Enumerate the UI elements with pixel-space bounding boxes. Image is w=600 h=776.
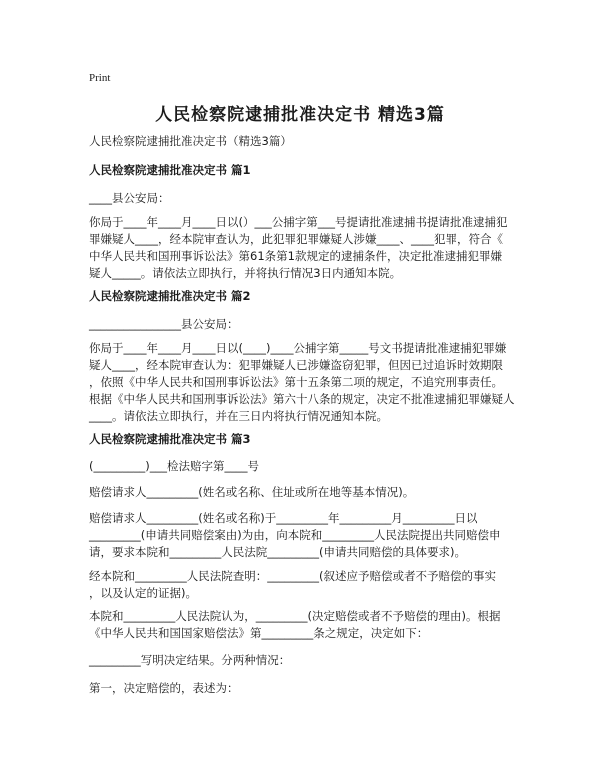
section-1-body-line: 罪嫌疑人____，经本院审查认为，此犯罪犯罪嫌疑人涉嫌____、____犯罪，符合《 <box>89 232 503 246</box>
section-1-body-line: 疑人_____。请依法立即执行，并将执行情况3日内通知本院。 <box>89 266 402 280</box>
section-2-body-line: ____。请依法立即执行，并在三日内将执行情况通知本院。 <box>89 409 388 423</box>
section-2-body-line: ，依照《中华人民共和国刑事诉讼法》第十五条第二项的规定，不追究刑事责任。 <box>89 375 503 389</box>
print-label[interactable]: Print <box>89 72 111 84</box>
section-1-body-line: 中华人民共和国刑事诉讼法》第61条第1款规定的逮捕条件，决定批准逮捕犯罪嫌 <box>89 249 502 263</box>
section-3-line: _________写明决定结果。分两种情况： <box>89 653 291 667</box>
section-3-line: ，以及认定的证据)。 <box>89 586 197 600</box>
section-1-addressee: ____县公安局： <box>89 191 170 205</box>
section-2-heading: 人民检察院逮捕批准决定书 篇2 <box>89 289 251 303</box>
section-2-body-line: 根据《中华人民共和国刑事诉讼法》第六十八条的规定，决定不批准逮捕犯罪嫌疑人 <box>89 392 515 406</box>
section-2-body-line: 你局于____年____月____日以(____)____公捕字第_____号文书提请批准逮捕犯罪嫌 <box>89 341 507 355</box>
section-2-body <box>89 340 529 425</box>
section-3-line: 经本院和_________人民法院查明：_________(叙述应予赔偿或者不予赔偿的事实 <box>89 569 496 583</box>
section-3-paragraph <box>89 510 529 561</box>
section-3-line: 本院和_________人民法院认为，_________(决定赔偿或者不予赔偿的理由)。根据 <box>89 609 501 623</box>
section-2-addressee: ________________县公安局： <box>89 317 239 331</box>
section-2-body-line: 疑人____，经本院审查认为：犯罪嫌疑人已涉嫌盗窃犯罪，但因已过追诉时效期限 <box>89 358 503 372</box>
section-1-body <box>89 214 529 282</box>
section-3-line: 第一，决定赔偿的，表述为： <box>89 681 239 695</box>
section-3-line: _________(申请共同赔偿案由)为由，向本院和_________人民法院提出共同赔偿申 <box>89 528 501 542</box>
section-3-paragraph <box>89 608 529 642</box>
document-subtitle: 人民检察院逮捕批准决定书（精选3篇） <box>89 134 292 148</box>
section-3-line: 请，要求本院和_________人民法院_________(申请共同赔偿的具体要求)。 <box>89 545 466 559</box>
section-3-line: 《中华人民共和国国家赔偿法》第_________条之规定，决定如下： <box>89 626 429 640</box>
section-1-heading: 人民检察院逮捕批准决定书 篇1 <box>89 163 251 177</box>
section-3-line: 赔偿请求人_________(姓名或名称、住址或所在地等基本情况)。 <box>89 485 415 499</box>
section-1-body-line: 你局于____年____月____日以(）___公捕字第___号提请批准逮捕书提请批准逮捕犯 <box>89 215 508 229</box>
section-3-line: (_________)___检法赔字第____号 <box>89 459 259 473</box>
document-title: 人民检察院逮捕批准决定书 精选3篇 <box>155 105 445 125</box>
section-3-heading: 人民检察院逮捕批准决定书 篇3 <box>89 432 251 446</box>
section-3-line: 赔偿请求人_________(姓名或名称)于_________年_________月_________日以 <box>89 511 478 525</box>
section-3-paragraph <box>89 568 529 602</box>
